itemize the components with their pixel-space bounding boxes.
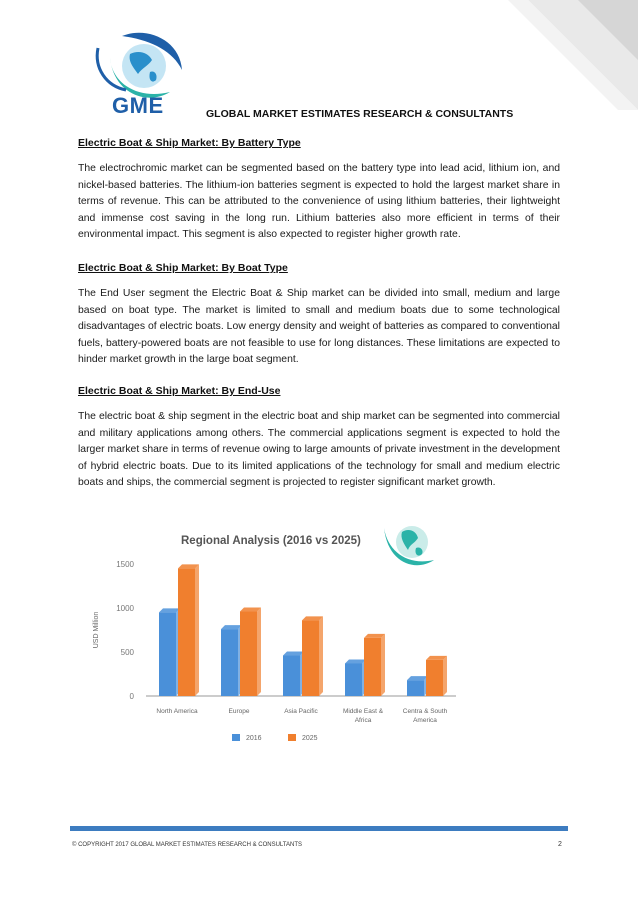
footer-copyright: © COPYRIGHT 2017 GLOBAL MARKET ESTIMATES RESEARCH & CONSULTANTS (72, 842, 303, 848)
page-corner-decoration (488, 0, 638, 110)
x-tick-label: Africa (354, 717, 372, 724)
y-axis-label: USD Million (93, 611, 100, 649)
gme-logo-text: GME (112, 93, 164, 118)
section-body-boat-type: The End User segment the Electric Boat & Ship market can be divided into small, medium and large based on boat type. The market is limited to small and medium boats due to some technological disadvantages of electric boats. Low energy density and weight of batteries as compared to conventional fuels, battery-powered boats are not feasible to use for long distances. These limitations are expected to hinder market growth in the large boat segment. (78, 288, 560, 366)
section-title-boat-type: Electric Boat & Ship Market: By Boat Type (78, 262, 288, 274)
legend-label-2025: 2025 (302, 735, 318, 742)
x-tick-label: America (413, 717, 437, 724)
x-tick-label: North America (156, 708, 198, 715)
y-tick-label: 500 (120, 648, 134, 657)
section-body-battery-type: The electrochromic market can be segmented based on the battery type into lead acid, lithium ion, and nickel-based batteries. The lithium-ion batteries segment is expected to hold the largest market share in terms of revenue. This can be attributed to the convenience of using lithium batteries, their lightweight and immense cost saving in the long run. Lithium batteries also more efficient in terms of their environmental impact. This segment is also expected to register higher growth rate. (78, 163, 560, 241)
bar-2025-0 (178, 568, 195, 696)
bar-2016-4 (407, 680, 424, 696)
footer-bar (70, 826, 568, 831)
x-tick-label: Middle East & (342, 708, 384, 715)
bar-2025-1 (240, 612, 257, 696)
bar-side-2025-3 (381, 634, 385, 696)
x-tick-label: Europe (228, 708, 250, 715)
chart-title: Regional Analysis (2016 vs 2025) (181, 535, 361, 547)
bar-side-2025-4 (443, 656, 447, 696)
bar-2025-2 (302, 620, 319, 696)
page-number: 2 (558, 841, 562, 848)
chart-globe-logo-icon (378, 516, 442, 576)
bar-side-2025-1 (257, 608, 261, 696)
bar-2025-4 (426, 660, 443, 696)
bar-2016-1 (221, 629, 238, 696)
bar-side-2025-0 (195, 564, 199, 696)
bar-2016-0 (159, 612, 176, 696)
bar-2016-3 (345, 663, 362, 696)
y-tick-label: 1500 (116, 560, 134, 569)
bar-side-2025-2 (319, 616, 323, 696)
x-tick-label: Asia Pacific (284, 708, 318, 715)
legend-swatch-2025 (288, 734, 296, 741)
legend-swatch-2016 (232, 734, 240, 741)
y-tick-label: 1000 (116, 604, 134, 613)
bar-2016-2 (283, 656, 300, 696)
y-tick-label: 0 (129, 692, 134, 701)
section-title-end-use: Electric Boat & Ship Market: By End-Use (78, 385, 281, 397)
company-title: GLOBAL MARKET ESTIMATES RESEARCH & CONSULTANTS (206, 108, 514, 120)
bar-2025-3 (364, 638, 381, 696)
section-body-end-use: The electric boat & ship segment in the electric boat and ship market can be segmented into commercial and military applications among others. The commercial applications segment is expected to hold the larger market share in terms of revenue owing to large amounts of private investment in the development of hybrid electric boats. Due to its limited applications of the technology for small and medium electric boats and ships, the commercial segment is projected to register significant market growth. (78, 411, 560, 489)
section-title-battery-type: Electric Boat & Ship Market: By Battery Type (78, 137, 301, 149)
legend-label-2016: 2016 (246, 735, 262, 742)
x-tick-label: Centra & South (402, 708, 448, 715)
